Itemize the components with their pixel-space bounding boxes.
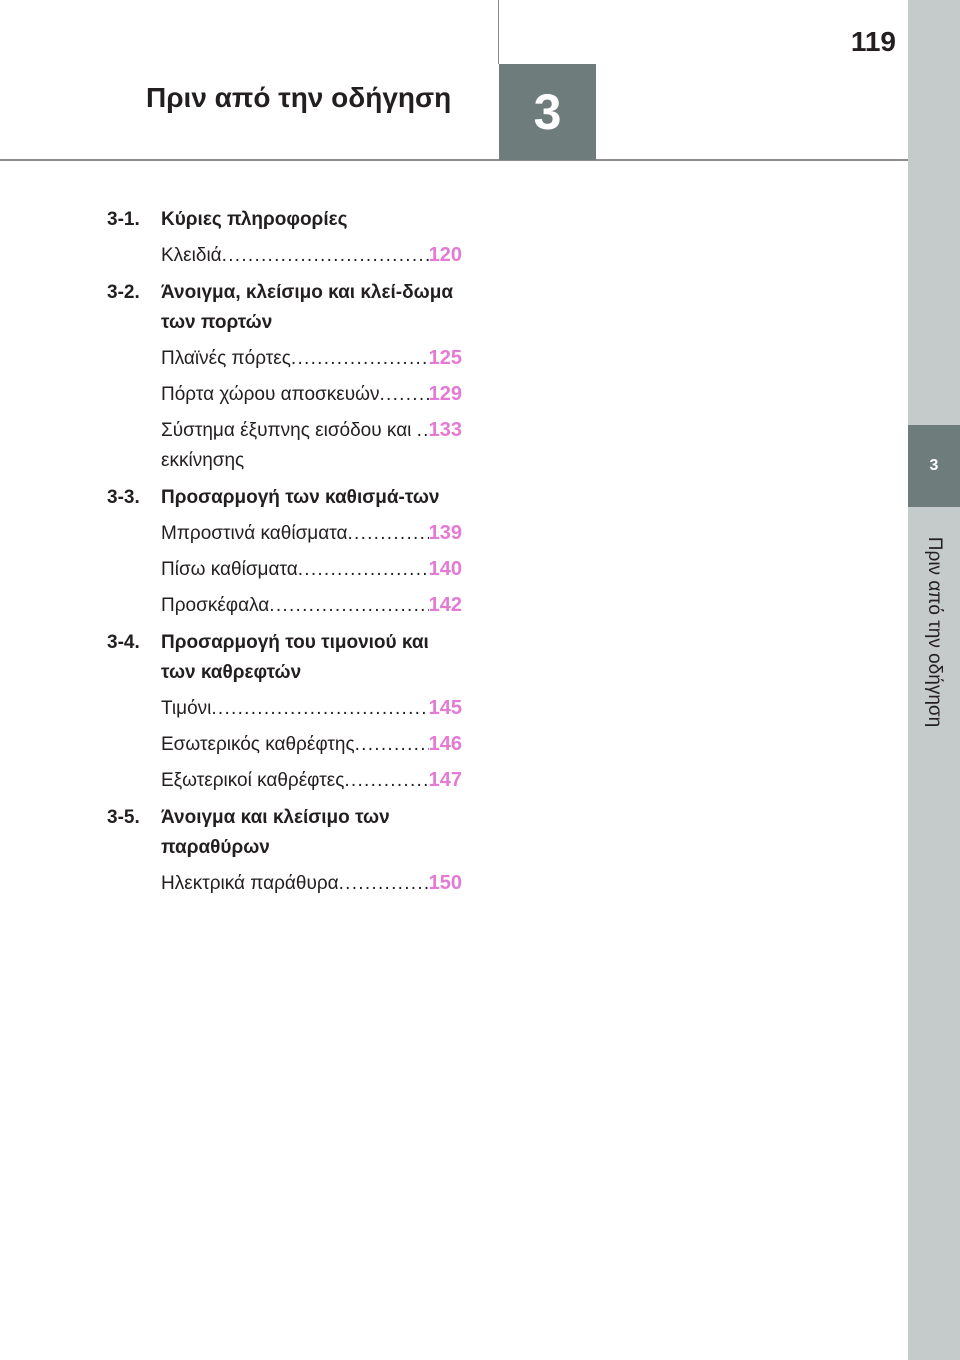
toc-entry-label: Μπροστινά καθίσματα [161,523,348,544]
dot-leader [222,241,429,271]
toc-entry[interactable] [107,765,462,796]
toc-page-link[interactable]: 120 [428,244,462,266]
dot-leader [379,380,428,410]
chapter-number-box: 3 [499,64,596,160]
dot-leader [291,344,429,374]
header-divider-horizontal [0,159,908,161]
toc-page-link[interactable]: 133 [428,419,462,441]
dot-leader [269,591,428,621]
section-heading [107,628,462,688]
section-number: 3-2. [107,282,140,303]
toc-entry-label: Πλαϊνές πόρτες [161,348,291,369]
dot-leader [417,416,429,446]
section-heading [107,205,462,235]
side-chapter-tab[interactable]: 3 [908,425,960,507]
toc-entry[interactable] [107,554,462,585]
table-of-contents [107,205,462,899]
section-title: Προσαρμογή του τιμονιού και των καθρεφτών [161,632,429,683]
dot-leader [211,694,428,724]
toc-entry[interactable] [107,868,462,899]
toc-page-link[interactable]: 129 [428,383,462,405]
section-heading [107,278,462,338]
page-title: Πριν από την οδήγηση [146,82,452,113]
section-heading [107,803,462,863]
toc-entry[interactable] [107,415,462,476]
toc-entry-label: Εξωτερικοί καθρέφτες [161,770,345,791]
dot-leader [355,730,429,760]
dot-leader [339,869,429,899]
toc-entry-label: Σύστημα έξυπνης εισόδου και εκκίνησης [161,420,412,471]
toc-entry[interactable] [107,240,462,271]
toc-entry[interactable] [107,693,462,724]
toc-page-link[interactable]: 125 [428,347,462,369]
toc-page-link[interactable]: 140 [428,558,462,580]
toc-entry-label: Ηλεκτρικά παράθυρα [161,873,339,894]
section-number: 3-4. [107,632,140,653]
section-title: Προσαρμογή των καθισμά-των [161,487,440,508]
toc-entry[interactable] [107,590,462,621]
toc-entry-label: Τιμόνι [161,698,212,719]
toc-page-link[interactable]: 145 [428,697,462,719]
toc-entry-label: Προσκέφαλα [161,595,270,616]
toc-page-link[interactable]: 147 [428,769,462,791]
toc-entry[interactable] [107,379,462,410]
dot-leader [298,555,429,585]
toc-entry-label: Εσωτερικός καθρέφτης [161,734,355,755]
toc-entry-label: Πόρτα χώρου αποσκευών [161,384,380,405]
toc-entry-label: Κλειδιά [161,245,222,266]
toc-page-link[interactable]: 146 [428,733,462,755]
toc-page-link[interactable]: 150 [428,872,462,894]
dot-leader [347,519,428,549]
section-title: Κύριες πληροφορίες [161,209,348,230]
toc-page-link[interactable]: 139 [428,522,462,544]
section-number: 3-5. [107,807,140,828]
toc-entry[interactable] [107,729,462,760]
section-number: 3-1. [107,209,140,230]
header-divider-vertical [498,0,499,64]
toc-entry[interactable] [107,518,462,549]
toc-page-link[interactable]: 142 [428,594,462,616]
section-title: Άνοιγμα και κλείσιμο των παραθύρων [161,807,390,858]
toc-entry[interactable] [107,343,462,374]
section-number: 3-3. [107,487,140,508]
section-heading [107,483,462,513]
side-chapter-label: Πριν από την οδήγηση [924,536,945,728]
page-number: 119 [850,26,896,57]
section-title: Άνοιγμα, κλείσιμο και κλεί-δωμα των πορτών [161,282,454,333]
toc-entry-label: Πίσω καθίσματα [161,559,298,580]
dot-leader [344,766,428,796]
